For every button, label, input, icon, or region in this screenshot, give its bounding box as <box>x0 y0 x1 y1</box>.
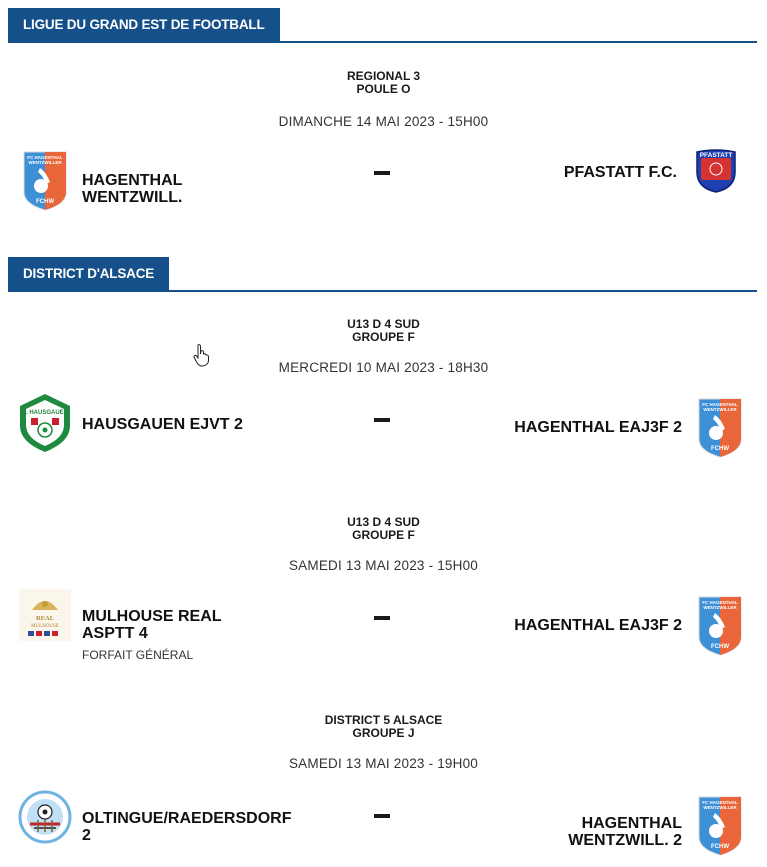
svg-text:MULHOUSE: MULHOUSE <box>31 624 59 629</box>
team-name-line: HAUSGAUEN EJVT 2 <box>82 416 243 433</box>
section-title: DISTRICT D'ALSACE <box>8 257 169 290</box>
svg-text:FC HAGENTHAL: FC HAGENTHAL <box>702 402 738 407</box>
match-date: SAMEDI 13 MAI 2023 - 15H00 <box>288 558 479 573</box>
forfait-note: FORFAIT GÉNÉRAL <box>82 648 194 662</box>
match-date: SAMEDI 13 MAI 2023 - 19H00 <box>288 756 479 771</box>
team-name-line: PFASTATT F.C. <box>563 164 677 181</box>
competition-name: U13 D 4 SUD <box>347 317 420 331</box>
home-team-name[interactable] <box>82 810 291 844</box>
competition-group: GROUPE F <box>352 330 415 344</box>
fchw-crest-icon <box>697 795 743 857</box>
match-competition <box>0 516 767 542</box>
section-header-ligue <box>8 8 757 43</box>
team-name-line: HAGENTHAL EAJ3F 2 <box>514 617 682 634</box>
match-competition <box>0 714 767 740</box>
competition-name: U13 D 4 SUD <box>347 515 420 529</box>
score-separator <box>374 171 390 175</box>
team-name-line: WENTZWILL. <box>82 189 183 206</box>
home-team-name[interactable] <box>82 172 182 206</box>
svg-text:WENTZWILLER: WENTZWILLER <box>703 407 737 412</box>
svg-text:FCHW: FCHW <box>711 446 729 452</box>
team-name-line: HAGENTHAL <box>581 815 682 832</box>
team-name-line: 2 <box>82 827 91 844</box>
svg-text:FC HAGENTHAL: FC HAGENTHAL <box>702 600 738 605</box>
score-separator <box>374 616 390 620</box>
away-team-name[interactable] <box>514 419 682 436</box>
pfastatt-crest-icon <box>694 148 738 194</box>
svg-text:FC HAGENTHAL: FC HAGENTHAL <box>702 800 738 805</box>
match-competition <box>0 318 767 344</box>
fchw-crest-icon <box>697 397 743 459</box>
competition-group: GROUPE F <box>352 528 415 542</box>
svg-text:WENTZWILLER: WENTZWILLER <box>703 805 737 810</box>
svg-text:FCHW: FCHW <box>711 844 729 850</box>
team-name-line: MULHOUSE REAL <box>82 608 222 625</box>
svg-text:S. HAUSGAUEN: S. HAUSGAUEN <box>21 410 69 416</box>
fchw-crest-icon <box>697 595 743 657</box>
match-competition <box>0 70 767 96</box>
team-name-line: WENTZWILL. 2 <box>568 832 682 849</box>
svg-text:WENTZWILLER: WENTZWILLER <box>703 605 737 610</box>
team-name-line: OLTINGUE/RAEDERSDORF <box>82 810 292 827</box>
fchw-crest-icon <box>22 150 68 212</box>
svg-text:WENTZWILLER: WENTZWILLER <box>28 160 62 165</box>
mulhouse-real-crest-icon <box>18 588 72 642</box>
svg-text:FCHW: FCHW <box>711 644 729 650</box>
match-date: MERCREDI 10 MAI 2023 - 18H30 <box>278 360 489 375</box>
away-team-name[interactable] <box>564 164 677 181</box>
hand-cursor-icon <box>193 343 211 367</box>
away-team-name[interactable] <box>568 815 682 849</box>
competition-group: GROUPE J <box>352 726 415 740</box>
score-separator <box>374 814 390 818</box>
section-title: LIGUE DU GRAND EST DE FOOTBALL <box>8 8 280 41</box>
home-team-name[interactable] <box>82 608 222 642</box>
oltingue-crest-icon <box>18 790 72 844</box>
team-name-line: ASPTT 4 <box>82 625 148 642</box>
team-name-line: HAGENTHAL <box>82 172 183 189</box>
competition-group: POULE O <box>356 82 411 96</box>
home-team-name[interactable] <box>82 416 243 433</box>
competition-name: REGIONAL 3 <box>346 69 421 83</box>
svg-text:REAL: REAL <box>35 615 55 622</box>
competition-name: DISTRICT 5 ALSACE <box>324 713 443 727</box>
score-separator <box>374 418 390 422</box>
hausgauen-crest-icon <box>18 392 72 454</box>
svg-text:FC HAGENTHAL: FC HAGENTHAL <box>27 155 63 160</box>
away-team-name[interactable] <box>514 617 682 634</box>
section-header-district <box>8 257 757 292</box>
svg-text:PFASTATT: PFASTATT <box>699 152 733 159</box>
team-name-line: HAGENTHAL EAJ3F 2 <box>514 419 682 436</box>
match-date: DIMANCHE 14 MAI 2023 - 15H00 <box>278 114 489 129</box>
svg-text:FCHW: FCHW <box>36 199 54 205</box>
